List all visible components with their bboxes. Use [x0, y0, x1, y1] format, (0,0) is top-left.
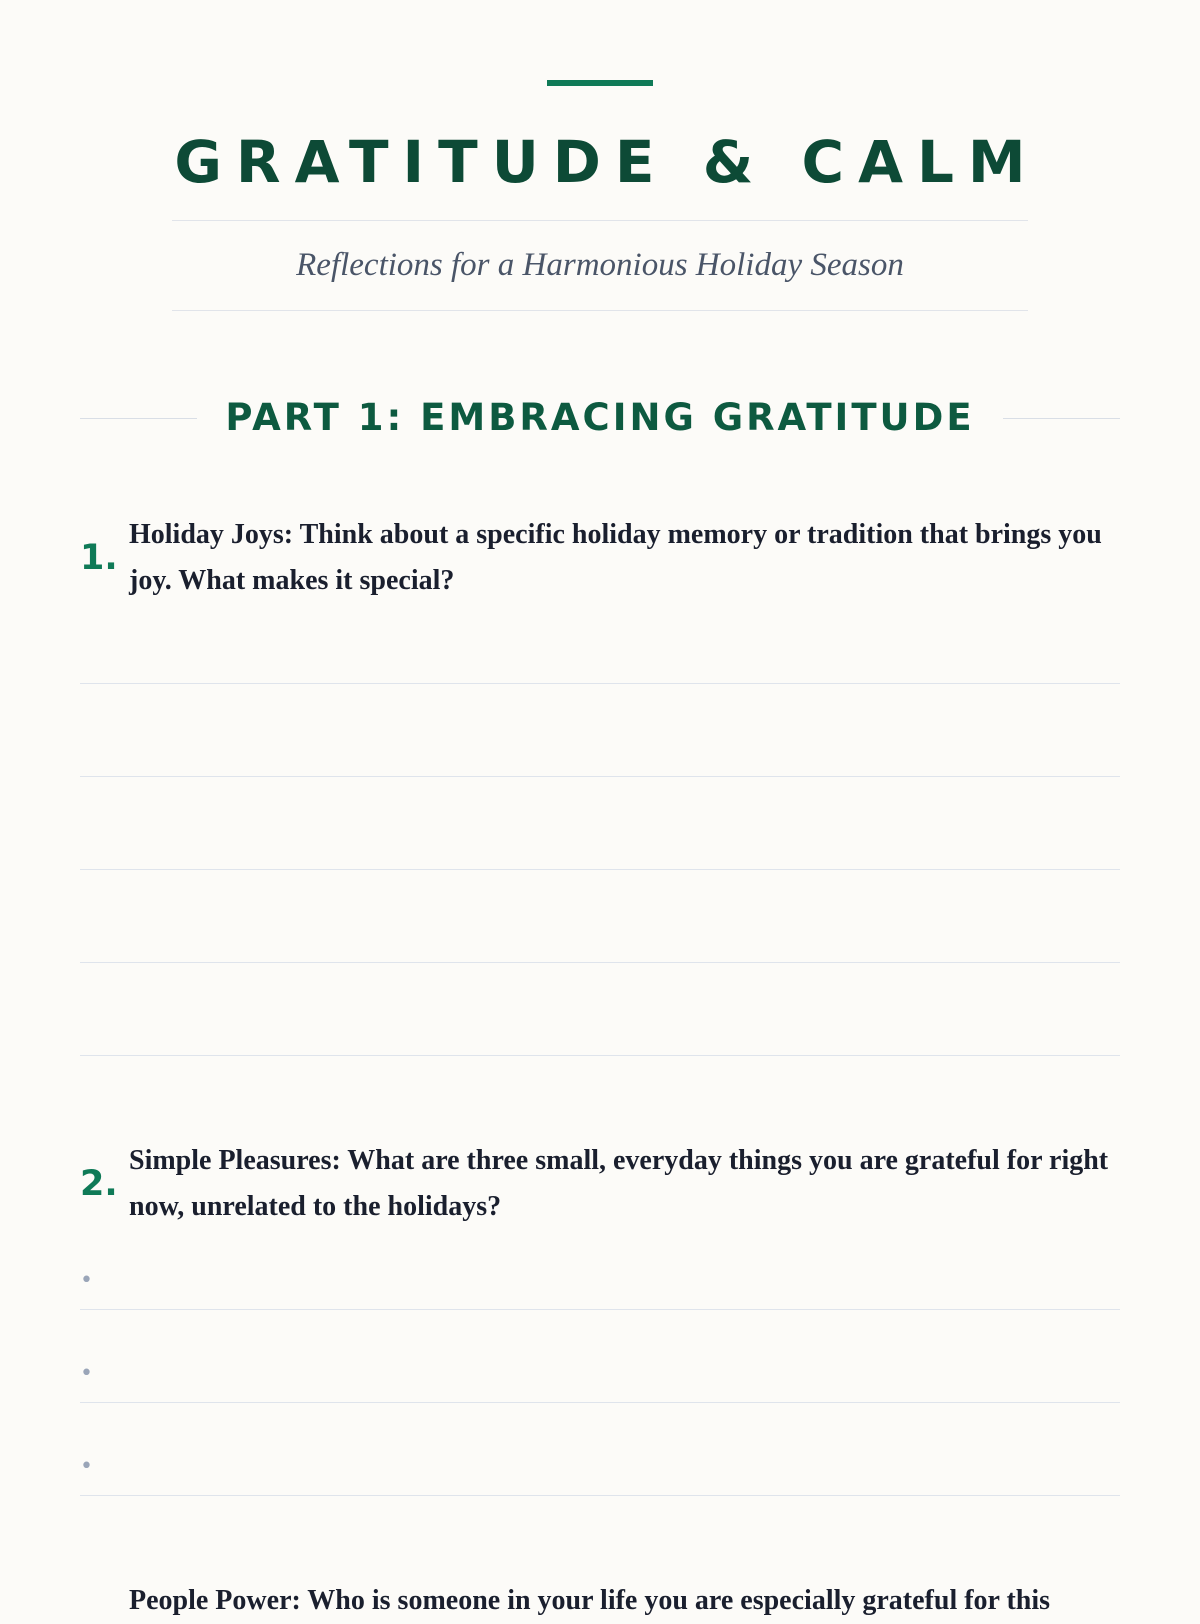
answer-line-4[interactable] [80, 962, 1120, 963]
section-heading-left-rule [80, 418, 197, 419]
answer-line-1[interactable] [80, 683, 1120, 684]
section-heading-part-1 [80, 388, 1120, 448]
section-heading-right-rule [1003, 418, 1120, 419]
list-answer-line-3[interactable] [80, 1495, 1120, 1496]
question-number: 2. [80, 1164, 118, 1204]
list-bullet: • [80, 1361, 93, 1386]
section-heading-text: PART 1: EMBRACING GRATITUDE [225, 396, 975, 439]
list-answer-line-2[interactable] [80, 1402, 1120, 1403]
answer-line-2[interactable] [80, 776, 1120, 777]
list-bullet: • [80, 1268, 93, 1293]
question-text: Holiday Joys: Think about a specific holiday memory or tradition that brings you joy. What makes it special? [129, 519, 1102, 596]
list-bullet: • [80, 1454, 93, 1479]
question-text: People Power: Who is someone in your life you are especially grateful for this [129, 1585, 1051, 1616]
subtitle-bottom-rule [172, 310, 1028, 311]
answer-line-5[interactable] [80, 1055, 1120, 1056]
page-subtitle: Reflections for a Harmonious Holiday Season [296, 247, 904, 283]
question-1 [80, 512, 1120, 604]
subtitle-top-rule [172, 220, 1028, 221]
title-accent-bar [547, 80, 653, 86]
question-3 [80, 1578, 1120, 1624]
journal-page [80, 0, 1120, 1616]
question-2 [80, 1138, 1120, 1230]
answer-line-3[interactable] [80, 869, 1120, 870]
question-text: Simple Pleasures: What are three small, everyday things you are grateful for right now, unrelated to the holidays? [129, 1145, 1109, 1222]
page-title: GRATITUDE & CALM [174, 128, 1040, 196]
list-answer-line-1[interactable] [80, 1309, 1120, 1310]
question-number: 1. [80, 538, 118, 578]
